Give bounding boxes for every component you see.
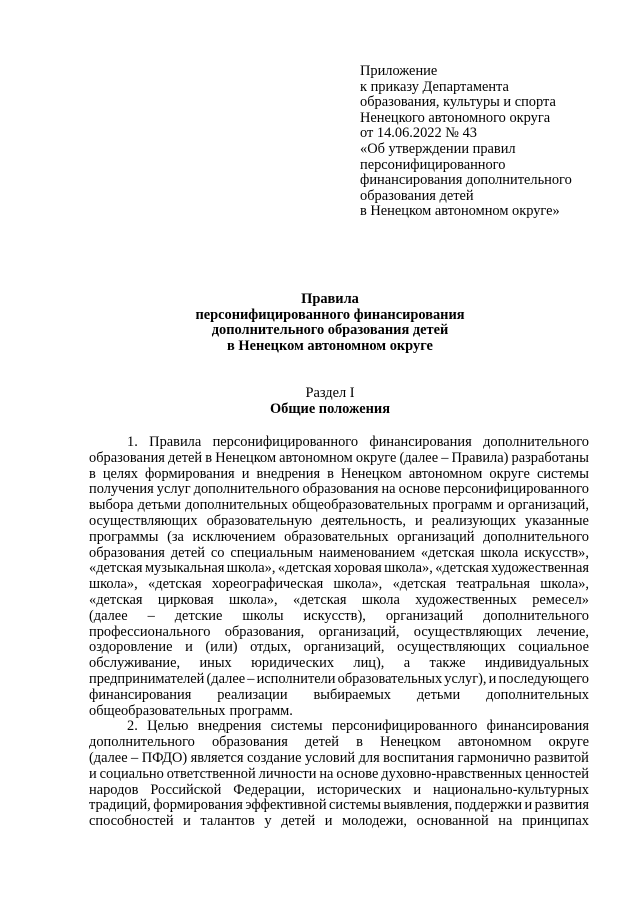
word: выбора [89, 497, 134, 514]
word: «детская [148, 576, 202, 593]
body-text [89, 435, 589, 830]
word: организаций, [318, 623, 400, 640]
word: и [488, 670, 497, 687]
word: детей [304, 734, 340, 751]
section-number: Раздел I [305, 385, 355, 401]
word: и [89, 765, 97, 782]
word: выявления, [383, 797, 453, 814]
word: ответственной [166, 765, 256, 782]
word: юридических [251, 655, 335, 672]
word: и [496, 497, 505, 514]
word: «детская [293, 591, 347, 608]
word: на [319, 765, 334, 782]
word: организаций, [508, 497, 589, 514]
paragraph-line [89, 482, 589, 498]
word: Ненецком [215, 449, 277, 466]
word: автономном [279, 449, 353, 466]
word: осуществляющих [89, 512, 198, 529]
word: (или) [205, 639, 238, 656]
paragraph [89, 435, 589, 719]
word: дополнительного [483, 434, 589, 450]
word: основе [398, 481, 441, 498]
paragraph-line [89, 546, 589, 562]
word: на [381, 481, 396, 498]
word: основе [336, 765, 379, 782]
title-line: дополнительного образования детей [211, 322, 449, 339]
paragraph-line [89, 751, 589, 767]
word: «детская [277, 560, 332, 577]
word: социальное [518, 639, 589, 656]
word: искусств), [303, 607, 366, 624]
word: образовательных [337, 670, 443, 687]
paragraph-line [89, 435, 589, 451]
paragraph-line [89, 514, 589, 530]
word: Ненецком [379, 734, 441, 751]
word: школа», [226, 560, 276, 577]
word: реализующих [431, 512, 517, 529]
paragraph-line [89, 719, 589, 735]
word: и [414, 512, 423, 529]
word: исторических [316, 781, 402, 798]
word: для [358, 749, 380, 766]
word: ПФДО) [141, 749, 188, 766]
word: выбираемых [313, 686, 391, 703]
word: эффективной [245, 797, 327, 814]
word: художественная [491, 560, 589, 577]
word: также [429, 655, 466, 672]
word: деятельность, [321, 512, 406, 529]
word: отдых, [250, 639, 292, 656]
word: детей [168, 449, 203, 466]
word: системы [329, 797, 381, 814]
word: в [89, 465, 96, 482]
word: и [241, 465, 250, 482]
word: со [210, 544, 225, 561]
word: персонифицированного [443, 481, 589, 498]
title-line: Правила [301, 291, 359, 307]
word: школа», [384, 560, 433, 577]
word: (за [167, 528, 184, 545]
word: системы [536, 465, 589, 482]
paragraph-line [89, 704, 589, 720]
word: образования [211, 734, 288, 751]
word: программы [89, 528, 159, 545]
paragraph-line [89, 561, 589, 577]
word: развитой [534, 749, 589, 766]
word: программ. [229, 702, 293, 719]
appendix-line: образования, культуры и спорта [360, 94, 556, 111]
paragraph-line [89, 498, 589, 514]
word: является [190, 749, 244, 766]
word: и [524, 797, 533, 814]
word: образования [89, 449, 165, 466]
word: дополнительного [483, 607, 589, 624]
word: образования [89, 544, 165, 561]
word: округе [489, 465, 530, 482]
word: «детская [89, 591, 143, 608]
word: хореографическая [211, 576, 324, 593]
word: талантов [200, 813, 255, 830]
word: «детская [89, 560, 143, 577]
word: осуществляющих [413, 623, 523, 640]
word: профессионального [89, 623, 211, 640]
word: 2. [127, 718, 138, 735]
word: Целью [147, 718, 189, 735]
word: формирования [144, 465, 235, 482]
word: (далее [89, 607, 128, 624]
word: исполнители [256, 670, 336, 687]
word: автономном [408, 465, 483, 482]
paragraph-line [89, 783, 589, 799]
appendix-line: Ненецкого автономного округа [360, 109, 551, 126]
word: персонифицированного [331, 718, 478, 735]
paragraph-line [89, 609, 589, 625]
appendix-line: «Об утверждении правил [360, 140, 516, 157]
word: разработаны [511, 449, 589, 466]
word: персонифицированного [212, 434, 359, 450]
word: округе [548, 734, 589, 751]
word: Правила) [451, 449, 509, 466]
word: последующего [498, 670, 589, 687]
appendix-header [360, 64, 620, 220]
appendix-line: к приказу Департамента [360, 78, 509, 95]
word: личности [258, 765, 317, 782]
word: детей [281, 813, 316, 830]
word: условий [304, 749, 356, 766]
word: и [413, 781, 422, 798]
word: финансирования [486, 718, 589, 735]
word: детей [170, 544, 205, 561]
word: общеобразовательных [89, 702, 226, 719]
word: в [205, 449, 213, 466]
word: молодежи, [342, 813, 408, 830]
word: дополнительных [185, 497, 288, 514]
word: получения [89, 481, 154, 498]
word: – [131, 749, 139, 766]
word: музыкальная [144, 560, 225, 577]
word: округе [355, 449, 397, 466]
word: развития [534, 797, 589, 814]
word: 1. [127, 434, 138, 450]
word: наименованием [318, 544, 415, 561]
word: организаций [397, 528, 475, 545]
word: образования [302, 481, 379, 498]
word: национально-культурных [433, 781, 589, 798]
word: поддержки [454, 797, 523, 814]
appendix-line: финансирования дополнительного [360, 172, 572, 189]
word: ремесел» [532, 591, 589, 608]
word: социально [99, 765, 164, 782]
word: создание [247, 749, 302, 766]
word: Федерации, [233, 781, 305, 798]
word: услуг [156, 481, 191, 498]
appendix-line: Приложение [360, 63, 438, 79]
word: в [356, 734, 363, 751]
word: а [403, 655, 411, 672]
word: Правила [149, 434, 202, 450]
word: народов [89, 781, 139, 798]
word: услуг), [444, 670, 487, 687]
word: искусств», [524, 544, 589, 561]
word: реализации [217, 686, 288, 703]
word: «детская [392, 576, 447, 593]
word: осуществляющих [397, 639, 506, 656]
paragraph-line [89, 593, 589, 609]
word: исключением [192, 528, 276, 545]
paragraph [89, 719, 589, 830]
word: организаций [385, 607, 464, 624]
word: общеобразовательных [291, 497, 429, 514]
word: указанные [525, 512, 589, 529]
word: предпринимателей [89, 670, 205, 687]
paragraph-line [89, 451, 589, 467]
word: школа», [89, 576, 138, 593]
word: и [183, 813, 191, 830]
paragraph-line [89, 625, 589, 641]
word: финансирования [369, 434, 472, 450]
word: духовно-нравственных [381, 765, 523, 782]
paragraph-line [89, 640, 589, 656]
word: оздоровление [89, 639, 173, 656]
word: целях [102, 465, 138, 482]
word: системы [270, 718, 323, 735]
word: театральная [456, 576, 530, 593]
word: организаций, [303, 639, 385, 656]
word: воспитания [383, 749, 455, 766]
word: на [498, 813, 513, 830]
word: финансирования [89, 686, 192, 703]
word: (далее [399, 449, 439, 466]
title-line: в Ненецком автономном округе [227, 337, 433, 354]
word: школы [242, 607, 284, 624]
word: традиций, [89, 797, 151, 814]
word: дополнительного [193, 481, 300, 498]
paragraph-line [89, 672, 589, 688]
word: автономном [457, 734, 532, 751]
word: дополнительных [486, 686, 589, 703]
word: формирования [153, 797, 243, 814]
word: лечение, [536, 623, 589, 640]
word: индивидуальных [484, 655, 589, 672]
appendix-line: образования детей [360, 187, 474, 204]
word: «детская [420, 544, 475, 561]
word: «детская [435, 560, 489, 577]
paragraph-line [89, 814, 589, 830]
word: детские [174, 607, 223, 624]
word: внедрения [197, 718, 262, 735]
word: школа», [228, 591, 278, 608]
word: лиц), [353, 655, 385, 672]
paragraph-line [89, 798, 589, 814]
word: – [147, 607, 155, 624]
appendix-line: персонифицированного [360, 156, 506, 173]
word: в [327, 465, 334, 482]
word: – [441, 449, 449, 466]
word: и [324, 813, 333, 830]
section-header [80, 386, 580, 417]
word: детьми [137, 497, 182, 514]
word: дополнительного [483, 528, 589, 545]
word: дополнительного [89, 734, 195, 751]
word: и [185, 639, 193, 656]
paragraph-line [89, 656, 589, 672]
word: школа», [333, 576, 383, 593]
appendix-line: от 14.06.2022 № 43 [360, 125, 477, 142]
word: (далее [206, 670, 246, 687]
word: у [264, 813, 272, 830]
section-heading: Общие положения [269, 400, 391, 417]
word: способностей [89, 813, 174, 830]
word: хоровая [333, 560, 382, 577]
word: обслуживание, [89, 655, 181, 672]
word: школа [361, 591, 400, 608]
word: образовательную [206, 512, 313, 529]
paragraph-line [89, 467, 589, 483]
word: внедрения [256, 465, 321, 482]
word: гармонично [457, 749, 531, 766]
word: художественных [415, 591, 517, 608]
word: образования, [224, 623, 305, 640]
appendix-line: в Ненецком автономном округе» [360, 203, 560, 220]
word: специальным [230, 544, 313, 561]
word: школа [480, 544, 519, 561]
word: образовательных [284, 528, 389, 545]
paragraph-line [89, 577, 589, 593]
paragraph-line [89, 688, 589, 704]
word: цирковая [157, 591, 214, 608]
word: – [247, 670, 255, 687]
word: детьми [416, 686, 461, 703]
word: иных [199, 655, 232, 672]
word: Ненецком [340, 465, 402, 482]
word: ценностей [525, 765, 589, 782]
word: Российской [150, 781, 222, 798]
paragraph-line [89, 735, 589, 751]
word: принципах [521, 813, 589, 830]
word: основанной [416, 813, 489, 830]
word: программ [432, 497, 493, 514]
word: (далее [89, 749, 128, 766]
title-line: персонифицированного финансирования [195, 306, 465, 323]
document-title [80, 292, 580, 354]
word: школа», [540, 576, 589, 593]
paragraph-line [89, 530, 589, 546]
paragraph-line [89, 767, 589, 783]
